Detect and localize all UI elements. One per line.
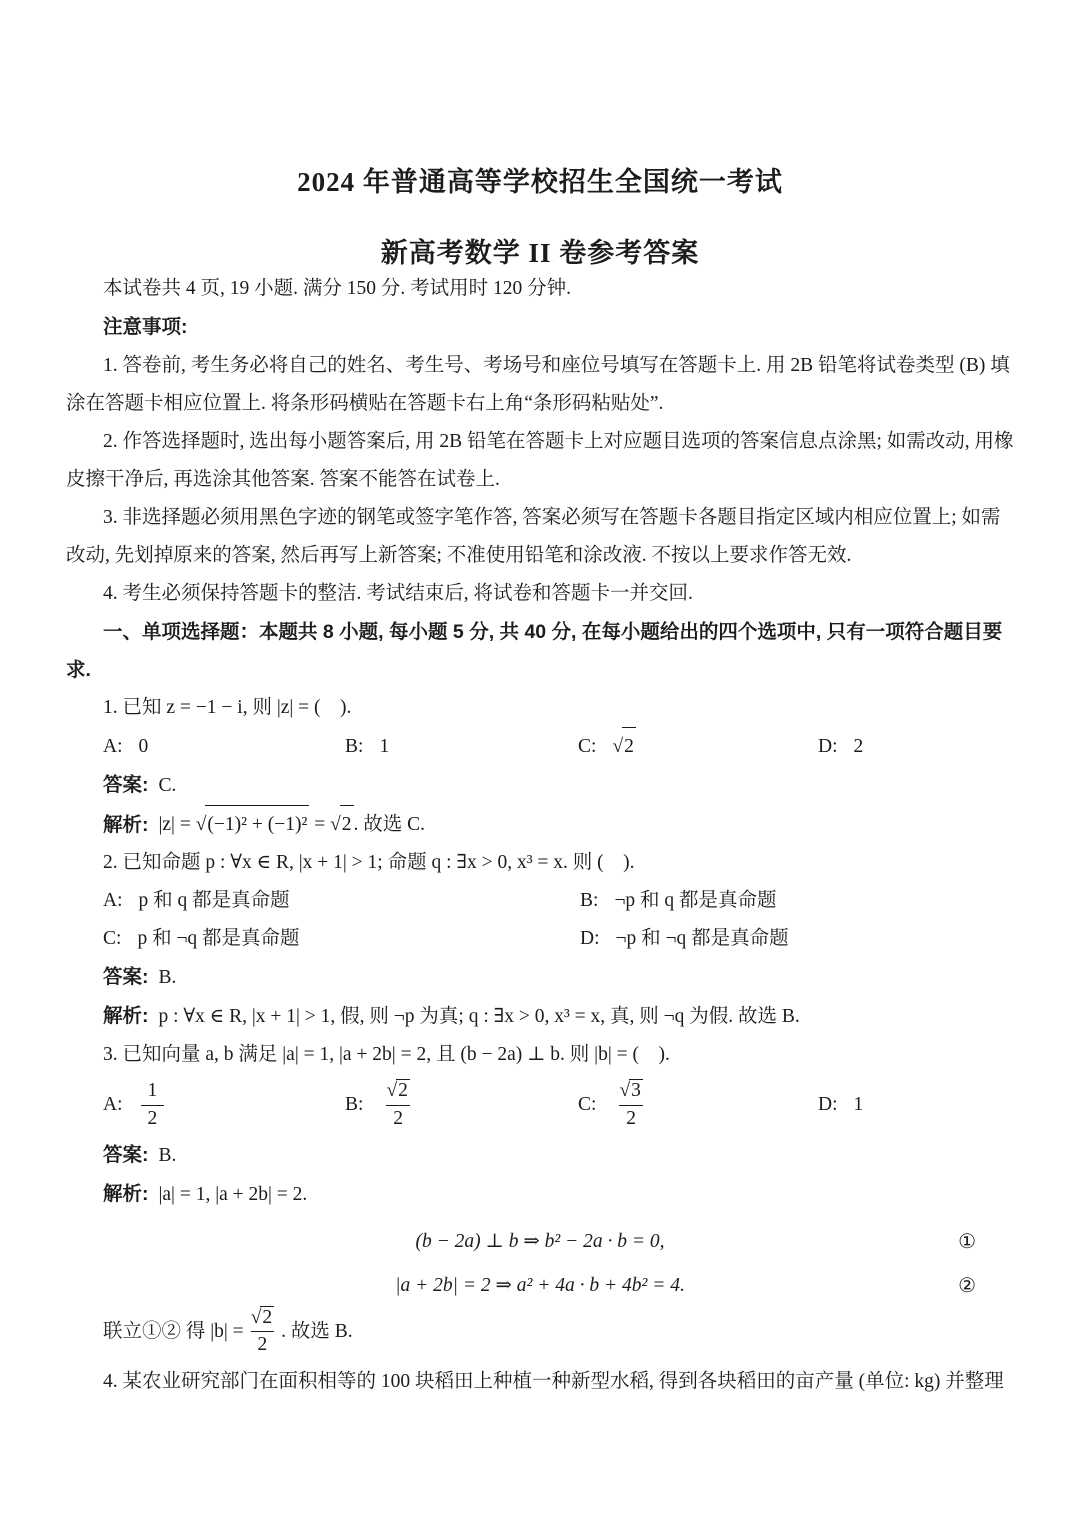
- q1-option-d-value: 2: [853, 735, 864, 757]
- sqrt-symbol: √: [619, 1080, 631, 1102]
- q3-equation-2-text: |a + 2b| = 2 ⇒ a² + 4a · b + 4b² = 4.: [395, 1274, 685, 1296]
- q2-answer-value: B.: [158, 967, 177, 989]
- q3-option-c-denominator: 2: [619, 1105, 643, 1131]
- q1-option-b-label: B:: [345, 735, 364, 757]
- q3-answer-value: B.: [158, 1145, 177, 1167]
- notice-item-4: 4. 考生必须保持答题卡的整洁. 考试结束后, 将试卷和答题卡一并交回.: [103, 583, 693, 605]
- q3-option-d-label: D:: [818, 1094, 838, 1116]
- q2-option-a: [103, 882, 580, 920]
- q1-analysis-pre: |z| =: [158, 813, 196, 835]
- q2-analysis-text: p : ∀x ∈ R, |x + 1| > 1, 假, 则 ¬p 为真; q : ∃x > 0, x³ = x, 真, 则 ¬q 为假. 故选 B.: [158, 1006, 800, 1028]
- q3-option-c-fraction: [614, 1079, 647, 1131]
- q1-option-b-value: 1: [379, 735, 390, 757]
- q2-answer-label: 答案:: [103, 966, 149, 989]
- q3-option-c-radicand: 3: [631, 1080, 641, 1102]
- notice-heading-label: 注意事项:: [103, 316, 188, 339]
- section-1-heading: 一、单项选择题：本题共 8 小题, 每小题 5 分, 共 40 分, 在每小题给出的四个选项中, 只有一项符合题目要求.: [66, 621, 1003, 682]
- q1-answer-value: C.: [158, 775, 177, 797]
- question-2-options-row-2: [66, 920, 1014, 958]
- q2-option-b: [580, 882, 777, 920]
- q3-option-c-label: C:: [578, 1094, 597, 1116]
- sqrt-symbol: √: [612, 735, 624, 757]
- notice-item-1: 1. 答卷前, 考生务必将自己的姓名、考生号、考场号和座位号填写在答题卡上. 用 2B 铅笔将试卷类型 (B) 填涂在答题卡相应位置上. 将条形码横贴在答题卡右上角“条形码粘贴处”.: [66, 355, 1010, 415]
- q3-conclusion-radicand: 2: [262, 1306, 273, 1328]
- question-1-stem: 1. 已知 z = −1 − i, 则 |z| = ( ).: [103, 697, 352, 719]
- q3-option-b-fraction: [381, 1079, 414, 1131]
- q3-equation-1-text: (b − 2a) ⊥ b ⇒ b² − 2a · b = 0,: [415, 1231, 665, 1253]
- q3-option-d-value: 1: [853, 1094, 864, 1116]
- q3-analysis-text: |a| = 1, |a + 2b| = 2.: [158, 1184, 308, 1206]
- document-title-line2: 新高考数学 II 卷参考答案: [380, 238, 700, 268]
- q3-option-a: [103, 1079, 345, 1131]
- q3-conclusion-fraction: [246, 1306, 279, 1358]
- question-1-options: [66, 727, 1014, 766]
- q3-analysis-line: [66, 1175, 1014, 1214]
- q2-option-b-text: ¬p 和 q 都是真命题: [614, 890, 777, 912]
- q2-option-a-text: p 和 q 都是真命题: [138, 890, 290, 912]
- q1-analysis-mid: =: [309, 813, 331, 835]
- q2-option-c-text: p 和 ¬q 都是真命题: [137, 928, 300, 950]
- q1-option-c: [578, 727, 818, 766]
- q3-equation-2: [66, 1270, 1014, 1301]
- exam-info: 本试卷共 4 页, 19 小题. 满分 150 分. 考试用时 120 分钟.: [103, 278, 572, 299]
- q2-option-c: [103, 920, 580, 958]
- q3-option-c: [578, 1079, 818, 1131]
- equation-1-circled-marker: ①: [958, 1231, 976, 1254]
- q3-option-b: [345, 1079, 578, 1131]
- q1-option-d: [818, 727, 863, 766]
- q3-option-b-denominator: 2: [386, 1105, 410, 1131]
- q2-option-b-label: B:: [580, 890, 599, 912]
- notice-item-3: 3. 非选择题必须用黑色字迹的钢笔或签字笔作答, 答案必须写在答题卡各题目指定区域内相应位置上; 如需改动, 先划掉原来的答案, 然后再写上新答案; 不准使用铅笔和涂改液. 不按以上要求作答无效.: [66, 507, 1001, 567]
- q1-option-c-label: C:: [578, 735, 597, 757]
- q3-option-a-label: A:: [103, 1094, 123, 1116]
- q1-analysis-radicand-2: 2: [340, 805, 354, 844]
- q3-conclusion-numerator: [246, 1306, 279, 1331]
- notice-heading: [66, 308, 1014, 347]
- q2-analysis-line: [66, 997, 1014, 1036]
- q2-option-d-text: ¬p 和 ¬q 都是真命题: [615, 928, 789, 950]
- q3-equation-1: [66, 1226, 1014, 1257]
- equation-2-circled-marker: ②: [958, 1274, 976, 1297]
- q3-option-a-denominator: 2: [141, 1105, 165, 1131]
- q1-analysis-label: 解析:: [103, 813, 149, 836]
- q2-option-c-label: C:: [103, 928, 122, 950]
- question-4-stem: 4. 某农业研究部门在面积相等的 100 块稻田上种植一种新型水稻, 得到各块稻田的亩产量 (单位: kg) 并整理: [103, 1370, 1004, 1392]
- q3-option-d: [818, 1086, 863, 1124]
- q1-option-a-value: 0: [138, 735, 149, 757]
- sqrt-symbol: √: [330, 813, 341, 835]
- notice-item-2: 2. 作答选择题时, 选出每小题答案后, 用 2B 铅笔在答题卡上对应题目选项的答案信息点涂黑; 如需改动, 用橡皮擦干净后, 再选涂其他答案. 答案不能答在试卷上.: [66, 431, 1014, 491]
- q3-option-c-numerator: [614, 1079, 647, 1104]
- question-2-stem: 2. 已知命题 p : ∀x ∈ R, |x + 1| > 1; 命题 q : ∃x > 0, x³ = x. 则 ( ).: [103, 852, 635, 874]
- q3-conclusion-denominator: 2: [251, 1331, 275, 1357]
- q1-option-d-label: D:: [818, 735, 838, 757]
- q1-answer-label: 答案:: [103, 774, 149, 797]
- sqrt-symbol: √: [250, 1306, 262, 1328]
- q1-analysis-radicand-1: (−1)² + (−1)²: [205, 805, 309, 844]
- q3-option-b-radicand: 2: [398, 1080, 408, 1102]
- q2-option-d-label: D:: [580, 928, 600, 950]
- q3-conclusion-line: [66, 1301, 1014, 1363]
- sqrt-symbol: √: [386, 1080, 398, 1102]
- q2-option-d: [580, 920, 789, 958]
- q3-answer-line: [66, 1136, 1014, 1175]
- q3-option-a-numerator: 1: [147, 1080, 158, 1102]
- question-2-options-row-1: [66, 882, 1014, 920]
- q1-option-b: [345, 727, 578, 766]
- question-3-options: [66, 1074, 1014, 1136]
- q1-option-c-radicand: 2: [622, 727, 636, 766]
- q3-answer-label: 答案:: [103, 1144, 149, 1167]
- document-title-line1: 2024 年普通高等学校招生全国统一考试: [297, 167, 783, 197]
- q1-option-a-label: A:: [103, 735, 123, 757]
- sqrt-symbol: √: [195, 813, 207, 835]
- q3-conclusion-post: . 故选 B.: [281, 1320, 353, 1342]
- q1-analysis-line: [66, 805, 1014, 844]
- q1-option-a: [103, 727, 345, 766]
- q1-analysis-post: . 故选 C.: [353, 813, 426, 835]
- q1-answer-line: [66, 766, 1014, 805]
- question-3-stem: 3. 已知向量 a, b 满足 |a| = 1, |a + 2b| = 2, 且 (b − 2a) ⊥ b. 则 |b| = ( ).: [103, 1044, 670, 1066]
- q2-analysis-label: 解析:: [103, 1005, 149, 1028]
- q3-option-b-label: B:: [345, 1094, 364, 1116]
- q3-analysis-label: 解析:: [103, 1183, 149, 1206]
- q3-conclusion-pre: 联立①② 得 |b| =: [103, 1320, 244, 1342]
- q3-option-b-numerator: [381, 1079, 414, 1104]
- q2-option-a-label: A:: [103, 890, 123, 912]
- q2-answer-line: [66, 958, 1014, 997]
- q3-option-a-fraction: [141, 1079, 165, 1131]
